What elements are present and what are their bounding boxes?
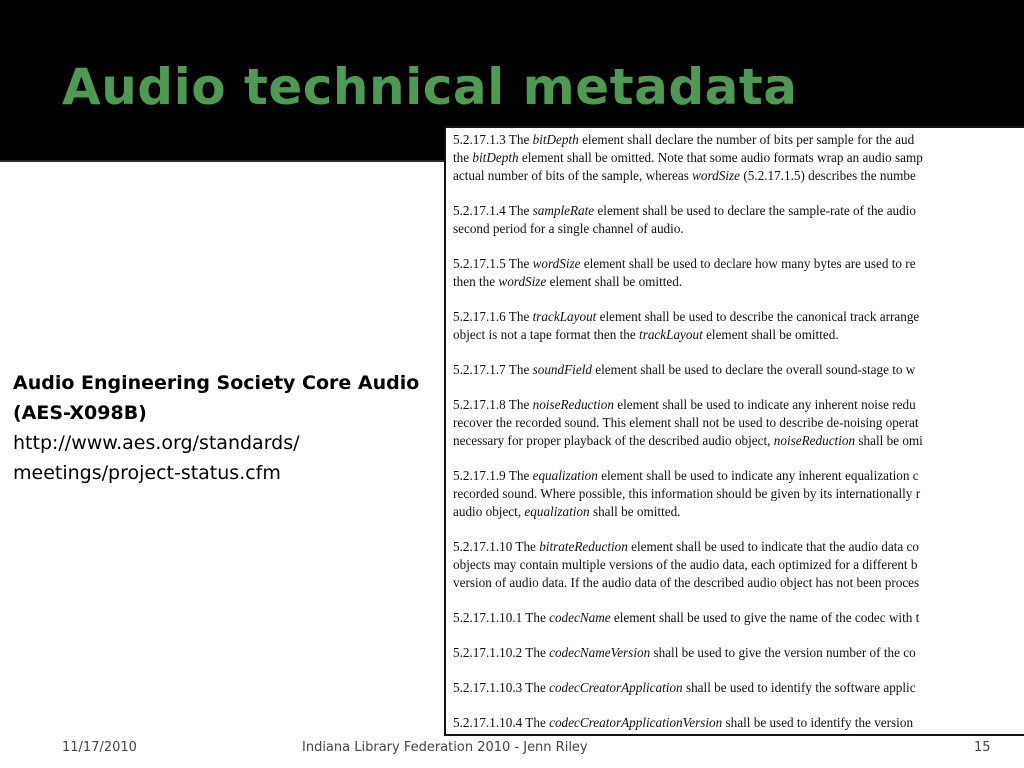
spec-paragraph [453,396,1024,450]
citation-url-line-2: meetings/project-status.cfm [13,462,281,484]
spec-paragraph [453,714,1024,732]
spec-paragraph [453,361,1024,379]
spec-line: 5.2.17.1.8 The noiseReduction element shall be used to indicate any inherent noise redu [453,397,916,412]
spec-paragraph [453,131,1024,185]
footer-page-number: 15 [974,740,991,755]
spec-line: objects may contain multiple versions of the audio data, each optimized for a different b [453,557,918,572]
footer-presentation-info: Indiana Library Federation 2010 - Jenn Riley [302,740,588,755]
citation-block [13,368,438,488]
spec-excerpt-image [444,126,1024,736]
citation-organization: Audio Engineering Society Core Audio (AES-X098B) [13,372,420,424]
spec-line: the bitDepth element shall be omitted. Note that some audio formats wrap an audio samp [453,150,923,165]
spec-line: 5.2.17.1.7 The soundField element shall be used to declare the overall sound-stage to w [453,362,916,377]
slide-title: Audio technical metadata [62,58,798,116]
spec-line: then the wordSize element shall be omitted. [453,274,683,289]
spec-line: 5.2.17.1.9 The equalization element shall be used to indicate any inherent equalization c [453,468,919,483]
spec-paragraph [453,538,1024,592]
spec-line: 5.2.17.1.10 The bitrateReduction element shall be used to indicate that the audio data co [453,539,919,554]
spec-excerpt-text [453,131,1024,736]
spec-line: actual number of bits of the sample, whereas wordSize (5.2.17.1.5) describes the numbe [453,168,916,183]
spec-paragraph [453,644,1024,662]
spec-line: version of audio data. If the audio data of the described audio object has not been proces [453,575,920,590]
spec-line: 5.2.17.1.4 The sampleRate element shall be used to declare the sample-rate of the audio [453,203,917,218]
spec-line: 5.2.17.1.10.2 The codecNameVersion shall be used to give the version number of the co [453,645,916,660]
spec-paragraph [453,202,1024,238]
spec-paragraph [453,679,1024,697]
spec-line: recover the recorded sound. This element shall not be used to describe de-noising operat [453,415,919,430]
spec-line: 5.2.17.1.6 The trackLayout element shall be used to describe the canonical track arrange [453,309,920,324]
spec-line: recorded sound. Where possible, this information should be given by its internationally r [453,486,921,501]
spec-line: 5.2.17.1.10.1 The codecName element shall be used to give the name of the codec with t [453,610,920,625]
spec-line: second period for a single channel of audio. [453,221,684,236]
spec-line: audio object, equalization shall be omitted. [453,504,681,519]
spec-paragraph [453,308,1024,344]
spec-line: 5.2.17.1.5 The wordSize element shall be used to declare how many bytes are used to re [453,256,916,271]
footer-date: 11/17/2010 [62,740,137,755]
spec-line: 5.2.17.1.3 The bitDepth element shall declare the number of bits per sample for the aud [453,132,915,147]
citation-url-line-1: http://www.aes.org/standards/ [13,432,300,454]
spec-paragraph [453,255,1024,291]
spec-line: 5.2.17.1.10.3 The codecCreatorApplication shall be used to identify the software applic [453,680,916,695]
spec-paragraph [453,609,1024,627]
spec-line: object is not a tape format then the trackLayout element shall be omitted. [453,327,839,342]
spec-paragraph [453,467,1024,521]
spec-line: necessary for proper playback of the described audio object, noiseReduction shall be omi [453,433,923,448]
spec-line: 5.2.17.1.10.4 The codecCreatorApplicationVersion shall be used to identify the version [453,715,914,730]
